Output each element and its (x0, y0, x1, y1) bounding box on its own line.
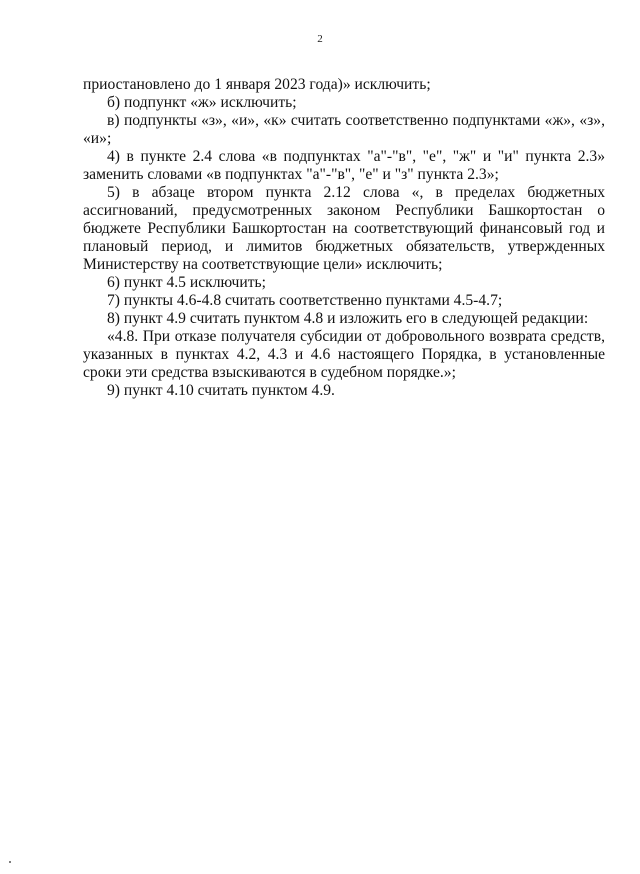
paragraph-item-4: 4) в пункте 2.4 слова «в подпунктах "а"-"в", "е", "ж" и "и" пункта 2.3» заменить словами «в подпунктах "а"-"в", "е" и "з" пункта 2.3»; (83, 148, 605, 183)
paragraph-item-9: 9) пункт 4.10 считать пунктом 4.9. (107, 382, 335, 399)
page-number: 2 (317, 33, 323, 45)
paragraph-item-v: в) подпункты «з», «и», «к» считать соответственно подпунктами «ж», «з», «и»; (83, 112, 605, 147)
paragraph-item-6: 6) пункт 4.5 исключить; (107, 274, 266, 291)
paragraph-item-7: 7) пункты 4.6-4.8 считать соответственно пунктами 4.5-4.7; (107, 292, 503, 309)
paragraph-item-5: 5) в абзаце втором пункта 2.12 слова «, в пределах бюджетных ассигнований, предусмотренных законом Республики Башкортостан о бюджете Республики Башкортостан на соответствующий финансовый год и плановый период, и лимитов бюджетных обязательств, утвержденных Министерству на соответствующие цели» исключить; (83, 184, 605, 273)
paragraph-item-b: б) подпункт «ж» исключить; (107, 94, 297, 111)
paragraph-quoted-4-8: «4.8. При отказе получателя субсидии от добровольного возврата средств, указанных в пунктах 4.2, 4.3 и 4.6 настоящего Порядка, в установленные сроки эти средства взыскиваются в судебном порядке.»; (83, 328, 605, 381)
scan-dot (9, 861, 11, 863)
paragraph-continuation: приостановлено до 1 января 2023 года)» исключить; (83, 76, 431, 93)
document-body (83, 76, 605, 400)
paragraph-item-8: 8) пункт 4.9 считать пунктом 4.8 и изложить его в следующей редакции: (107, 310, 589, 327)
